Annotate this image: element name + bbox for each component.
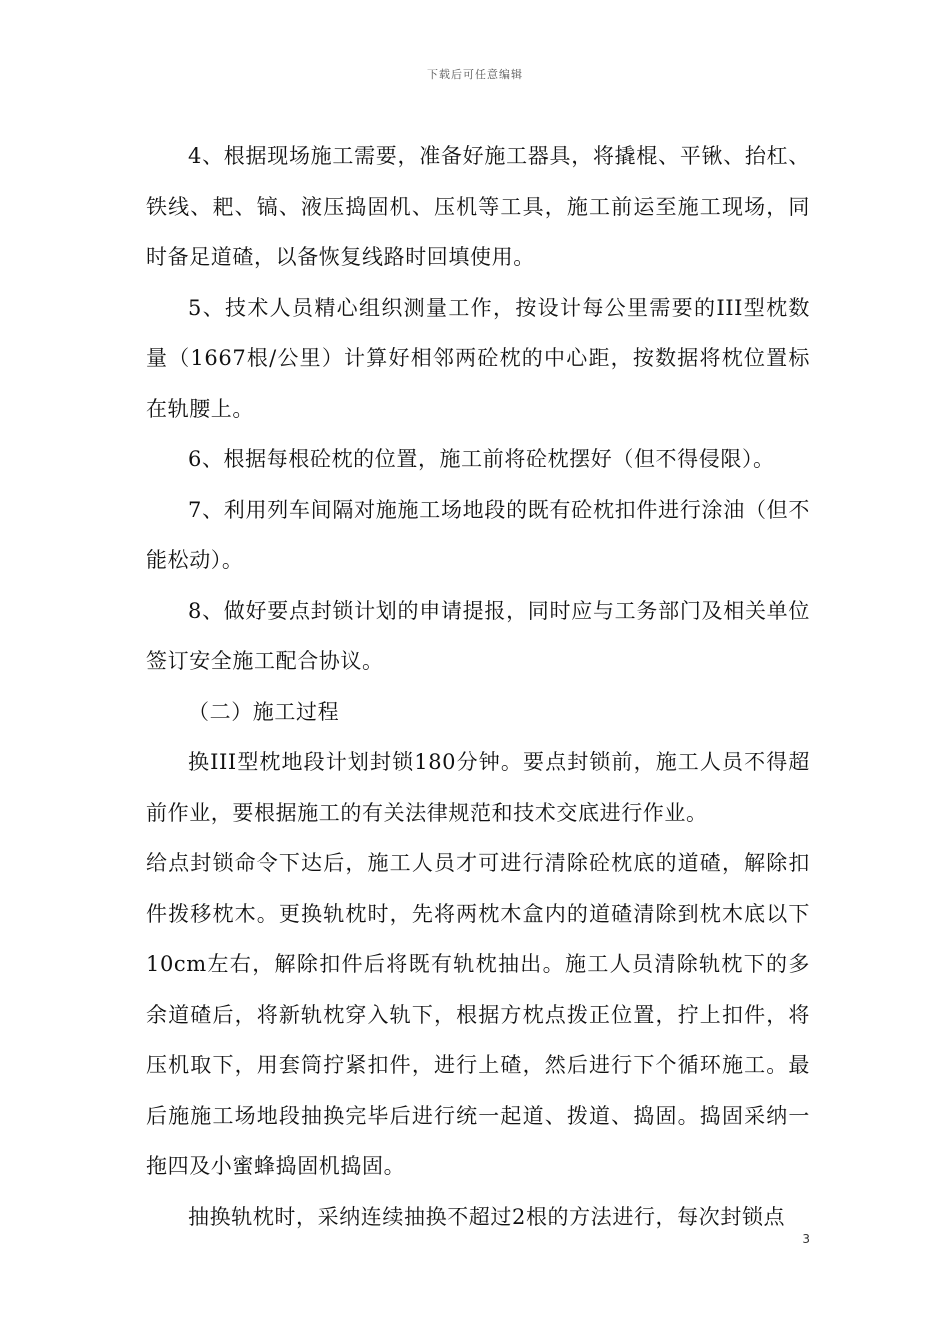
paragraph-item-8: 8、做好要点封锁计划的申请提报，同时应与工务部门及相关单位签订安全施工配合协议。 [146, 598, 810, 673]
page-header-note: 下载后可任意编辑 [427, 68, 523, 81]
paragraph-schedule: 换III型枕地段计划封锁180分钟。要点封锁前，施工人员不得超前作业，要根据施工的有关法律规范和技术交底进行作业。 [146, 750, 810, 825]
paragraph-item-5: 5、技术人员精心组织测量工作，按设计每公里需要的III型枕数量（1667根/公里）计算好相邻两砼枕的中心距，按数据将枕位置标在轨腰上。 [146, 295, 810, 421]
document-body [146, 131, 810, 1242]
page-number: 3 [802, 1232, 810, 1246]
section-heading: （二）施工过程 [188, 699, 340, 724]
paragraph-item-6: 6、根据每根砼枕的位置，施工前将砼枕摆好（但不得侵限）。 [188, 447, 775, 471]
paragraph-replacement-method: 抽换轨枕时，采纳连续抽换不超过2根的方法进行，每次封锁点 [188, 1204, 786, 1229]
paragraph-item-4: 4、根据现场施工需要，准备好施工器具，将撬棍、平锹、抬杠、铁线、耙、镐、液压捣固机、压机等工具，施工前运至施工现场，同时备足道碴，以备恢复线路时回填使用。 [146, 144, 810, 269]
paragraph-procedure: 给点封锁命令下达后，施工人员才可进行清除砼枕底的道碴，解除扣件拨移枕木。更换轨枕时，先将两枕木盒内的道碴清除到枕木底以下10cm左右，解除扣件后将既有轨枕抽出。施工人员清除轨枕下的多余道碴后，将新轨枕穿入轨下，根据方枕点拨正位置，拧上扣件，将压机取下，用套筒拧紧扣件，进行上碴，然后进行下个循环施工。最后施施工场地段抽换完毕后进行统一起道、拨道、捣固。捣固采纳一拖四及小蜜蜂捣固机捣固。 [146, 851, 810, 1178]
paragraph-item-7: 7、利用列车间隔对施施工场地段的既有砼枕扣件进行涂油（但不能松动）。 [146, 497, 810, 572]
